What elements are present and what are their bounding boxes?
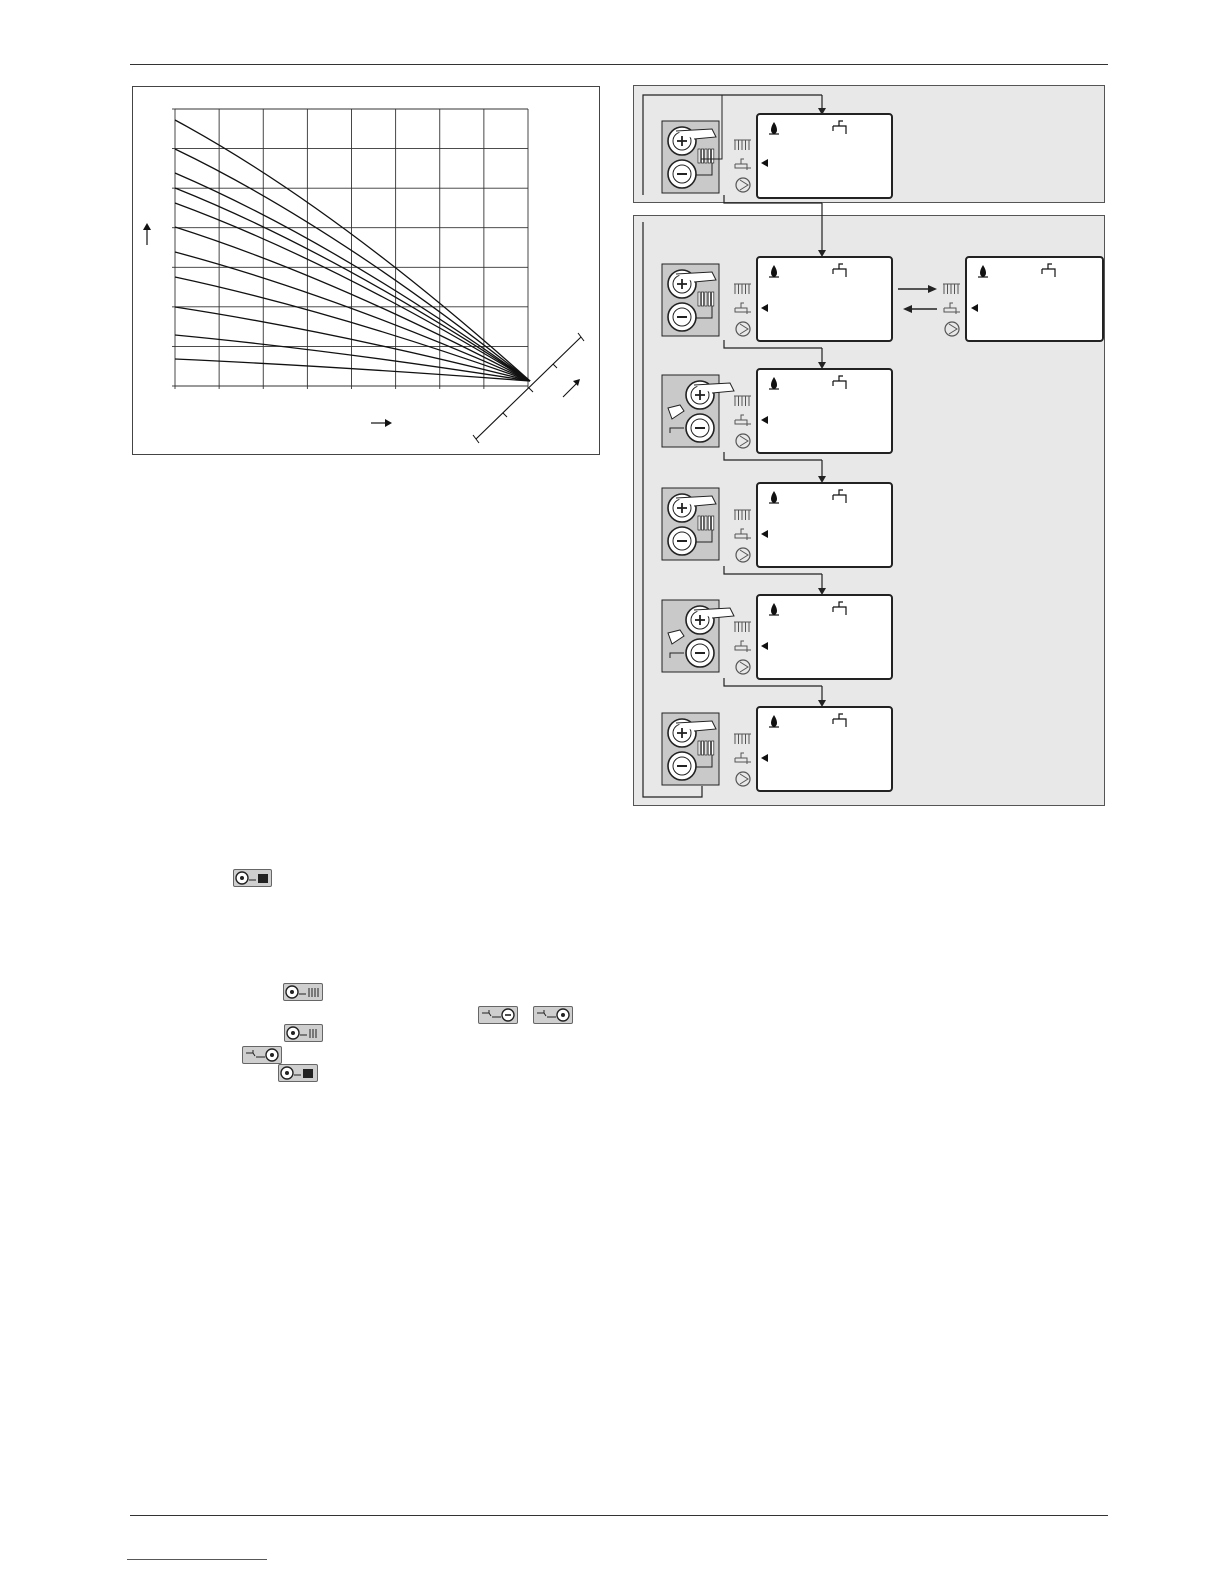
lcd-display (966, 257, 1103, 341)
radiator-icon (708, 149, 710, 163)
lcd-display (757, 483, 892, 567)
flow-arrow-head (818, 476, 826, 483)
tap-icon (735, 753, 751, 764)
radiator-icon (705, 292, 707, 306)
hotwater-minus-key-icon (478, 1006, 518, 1024)
radiator-icon (708, 516, 710, 530)
hotwater-key-icon (242, 1046, 282, 1064)
footer-rule (130, 1515, 1108, 1516)
pump-icon-arrow (740, 180, 748, 190)
heating-key-icon (284, 1024, 323, 1042)
radiator-icon (705, 741, 707, 755)
flow-arrow-head (818, 700, 826, 707)
radiator-icon (712, 292, 714, 306)
tap-icon (735, 415, 751, 426)
radiator-icon (708, 292, 710, 306)
lcd-display (757, 595, 892, 679)
pump-icon-arrow (740, 550, 748, 560)
radiator-icon (701, 741, 703, 755)
tap-icon (735, 529, 751, 540)
radiator-icon (701, 292, 703, 306)
pump-icon-arrow (740, 324, 748, 334)
tap-icon (735, 641, 751, 652)
radiator-icon (701, 516, 703, 530)
lcd-display (757, 369, 892, 453)
lcd-display (757, 707, 892, 791)
radiator-icon (698, 516, 700, 530)
flow-arrow-head (818, 588, 826, 595)
heating-key-icon (283, 983, 323, 1001)
pump-icon-arrow (740, 436, 748, 446)
lcd-display (757, 257, 892, 341)
footer-link-underline[interactable] (127, 1559, 267, 1560)
radiator-icon (701, 149, 703, 163)
pump-icon-arrow (740, 662, 748, 672)
tap-icon (944, 303, 960, 314)
tap-icon (735, 303, 751, 314)
radiator-icon (698, 741, 700, 755)
nav-arrow-left-head (903, 305, 912, 313)
heating-block-key-icon (278, 1064, 318, 1082)
radiator-icon (712, 516, 714, 530)
pump-icon-arrow (949, 324, 957, 334)
nav-arrow-right-head (928, 285, 937, 293)
hotwater-plus-key-icon (533, 1006, 573, 1024)
radiator-icon (698, 149, 700, 163)
pump-icon-arrow (740, 774, 748, 784)
radiator-icon (705, 516, 707, 530)
radiator-icon (712, 149, 714, 163)
radiator-icon (712, 741, 714, 755)
radiator-icon (708, 741, 710, 755)
flow-arrow-head (818, 362, 826, 369)
radiator-icon (705, 149, 707, 163)
heating-key-icon (233, 869, 272, 887)
radiator-icon (698, 292, 700, 306)
lcd-display (757, 114, 892, 198)
tap-icon (735, 159, 751, 170)
flow-arrow-head (818, 250, 826, 257)
